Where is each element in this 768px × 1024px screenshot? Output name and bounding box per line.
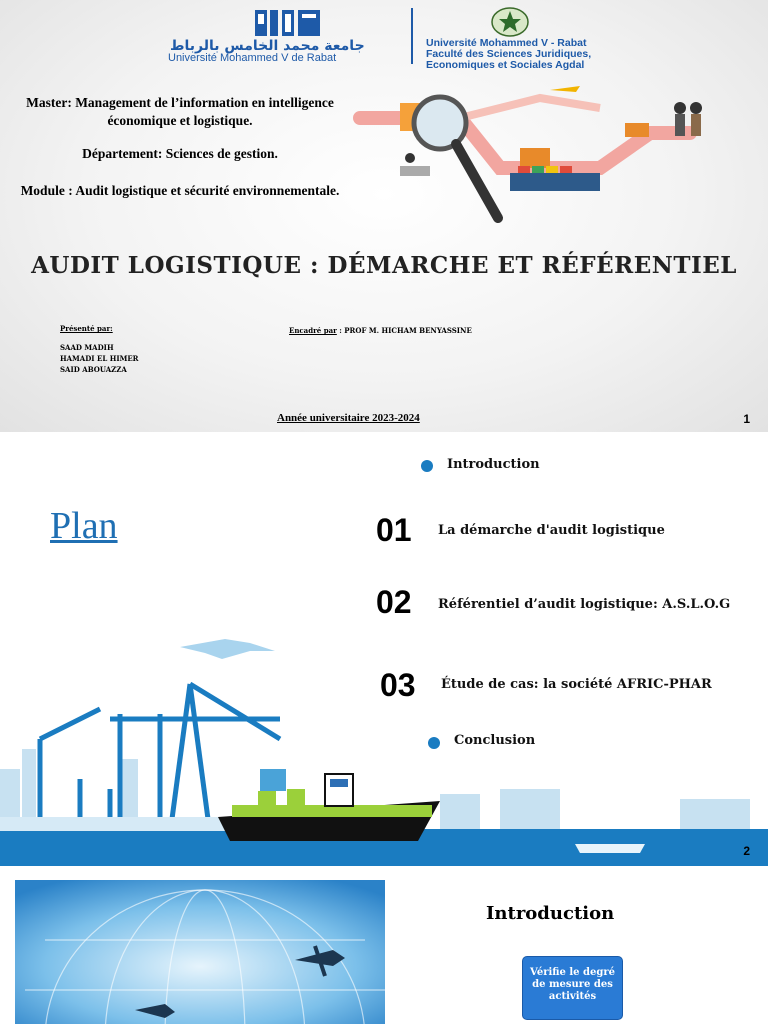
globe-illustration [15, 880, 385, 1024]
university-name-french: Université Mohammed V de Rabat [168, 52, 337, 64]
academic-year: Année universitaire 2023-2024 [277, 412, 420, 424]
author-3: SAID ABOUAZZA [60, 365, 127, 374]
logo-divider [411, 8, 413, 64]
plan-title: Plan [50, 505, 118, 547]
plan-item-2: Référentiel d’audit logistique: A.S.L.O.G [438, 597, 731, 612]
presented-by-label: Présenté par: [60, 324, 113, 333]
bullet-icon [421, 460, 433, 472]
plan-item-1: La démarche d'audit logistique [438, 523, 665, 538]
university-name-arabic: جامعة محمد الخامس بالرباط [170, 38, 365, 54]
logistics-illustration [340, 78, 735, 228]
plan-conclusion: Conclusion [454, 733, 536, 748]
faculty-line-2: Faculté des Sciences Juridiques, [426, 48, 592, 60]
faculty-line-3: Economiques et Sociales Agdal [426, 59, 585, 71]
activity-box: Vérifie le degré de mesure des activités [522, 956, 623, 1020]
plan-item-3: Étude de cas: la société AFRIC-PHAR [441, 677, 712, 692]
faculty-seal-icon [490, 6, 530, 38]
author-1: SAAD MADIH [60, 343, 114, 352]
plan-number-2: 02 [376, 584, 412, 620]
slide-3 [0, 868, 768, 1024]
slide-1 [0, 0, 768, 432]
module: Module : Audit logistique et sécurité environnementale. [20, 183, 340, 198]
plan-intro: Introduction [447, 457, 540, 472]
author-2: HAMADI EL HIMER [60, 354, 139, 363]
section-title: Introduction [486, 903, 615, 924]
plan-number-3: 03 [380, 667, 416, 703]
department: Département: Sciences de gestion. [82, 146, 278, 161]
page-number: 1 [743, 412, 750, 426]
port-illustration [0, 629, 768, 866]
presentation-title: AUDIT LOGISTIQUE : DÉMARCHE ET RÉFÉRENTIEL [31, 252, 737, 279]
supervisor-name: : PROF M. HICHAM BENYASSINE [336, 326, 472, 335]
supervisor-label: Encadré par [289, 326, 337, 335]
master-title: Master: Management de l’information en intelligence économique et logistique. [26, 95, 334, 128]
faculty-line-1: Université Mohammed V - Rabat [426, 37, 587, 49]
plan-number-1: 01 [376, 512, 412, 548]
page-number: 2 [743, 844, 750, 858]
faculty-name [426, 38, 591, 71]
supervisor-line [289, 326, 472, 335]
slide-2 [0, 434, 768, 866]
